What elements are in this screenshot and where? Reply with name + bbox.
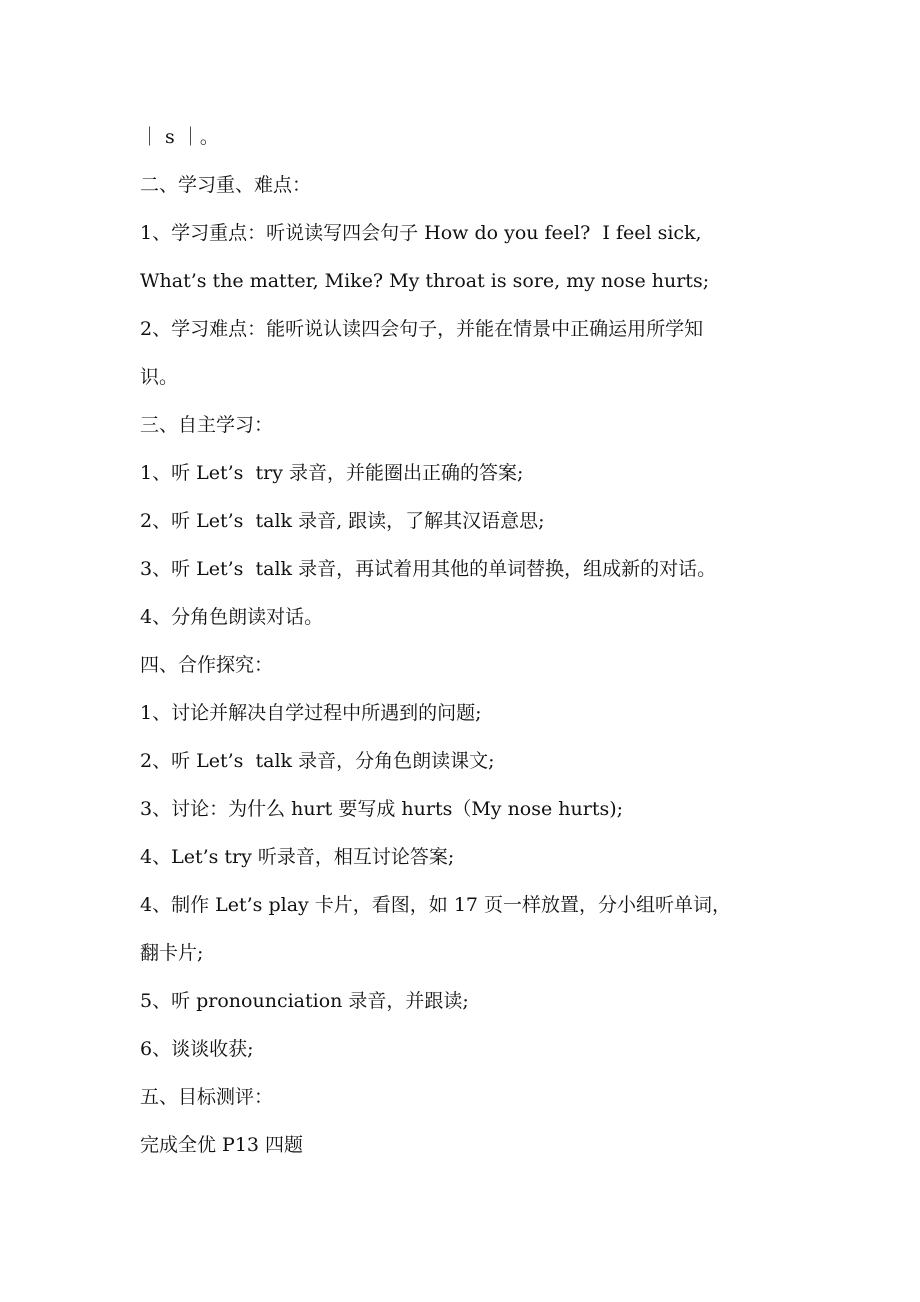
inquiry-item-4b-continued: 翻卡片;	[140, 942, 204, 964]
inquiry-item-2: 2、听 Let’s talk 录音，分角色朗读课文;	[140, 750, 495, 772]
self-study-item-4: 4、分角色朗读对话。	[140, 606, 324, 628]
key-point-item-1-continued: What’s the matter, Mike? My throat is sore, my nose hurts;	[140, 270, 710, 292]
section-heading-cooperative-inquiry: 四、合作探究：	[140, 654, 274, 676]
difficult-point-item-2-continued: 识。	[140, 366, 179, 388]
inquiry-item-4a: 4、Let’s try 听录音，相互讨论答案;	[140, 846, 455, 868]
self-study-item-2: 2、听 Let’s talk 录音, 跟读，了解其汉语意思;	[140, 510, 545, 532]
section-heading-target-assessment: 五、目标测评：	[140, 1086, 274, 1108]
self-study-item-1: 1、听 Let’s try 录音，并能圈出正确的答案;	[140, 462, 524, 484]
assessment-item-1: 完成全优 P13 四题	[140, 1134, 304, 1156]
self-study-item-3: 3、听 Let’s talk 录音，再试着用其他的单词替换，组成新的对话。	[140, 558, 717, 580]
inquiry-item-4b: 4、制作 Let’s play 卡片，看图，如 17 页一样放置，分小组听单词，	[140, 894, 732, 916]
inquiry-item-3: 3、讨论：为什么 hurt 要写成 hurts（My nose hurts);	[140, 798, 624, 820]
section-heading-self-study: 三、自主学习：	[140, 414, 274, 436]
inquiry-item-5: 5、听 pronounciation 录音，并跟读;	[140, 990, 469, 1012]
difficult-point-item-2: 2、学习难点：能听说认读四会句子，并能在情景中正确运用所学知	[140, 318, 704, 340]
section-heading-key-difficult-points: 二、学习重、难点：	[140, 174, 312, 196]
inquiry-item-1: 1、讨论并解决自学过程中所遇到的问题;	[140, 702, 482, 724]
inquiry-item-6: 6、谈谈收获;	[140, 1038, 254, 1060]
key-point-item-1: 1、学习重点：听说读写四会句子 How do you feel? I feel sick,	[140, 222, 702, 244]
phonetic-fragment-line: ｜ s ｜。	[140, 126, 219, 148]
